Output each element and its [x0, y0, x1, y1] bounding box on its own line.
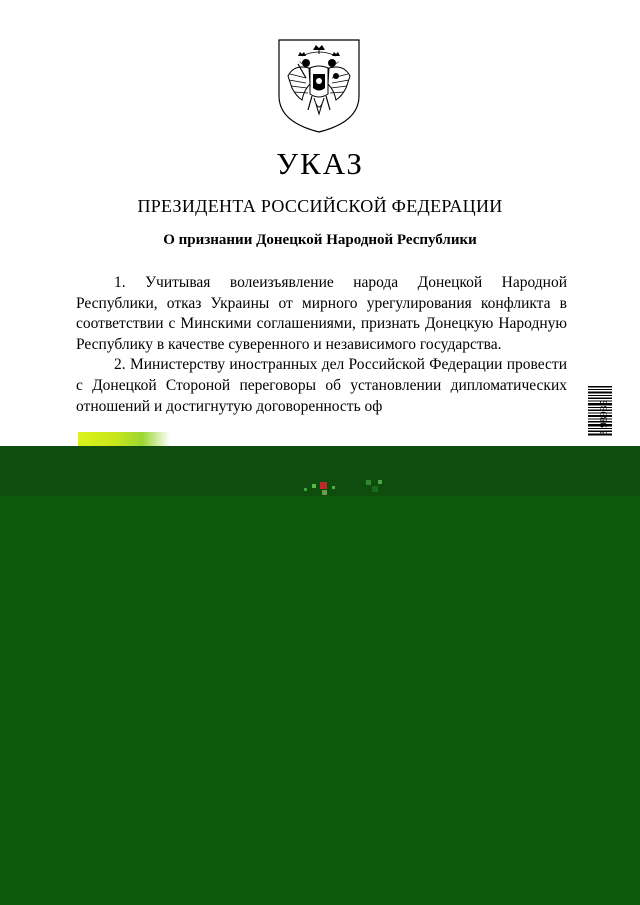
occluded-region [0, 446, 640, 905]
decree-heading: О признании Донецкой Народной Республики [163, 232, 477, 248]
decree-subtitle: ПРЕЗИДЕНТА РОССИЙСКОЙ ФЕДЕРАЦИИ [137, 196, 503, 216]
decree-title: УКАЗ [276, 146, 364, 181]
decree-body [76, 273, 567, 417]
coat-of-arms-icon [276, 38, 362, 134]
barcode-number-text: 3 98985 [598, 400, 610, 436]
paragraph-2: 2. Министерству иностранных дел Российской Федерации провести с Донецкой Стороной переговоры об установлении дипломатических отношений и достигнутую договоренность оф [76, 356, 567, 415]
paragraph-1: 1. Учитывая волеизъявление народа Донецкой Народной Республики, отказ Украины от мирного урегулирования конфликта в соответствии с Минскими соглашениями, признать Донецкую Народную Республику в качестве суверенного и независимого государства. [76, 274, 567, 353]
artifact-dots [300, 476, 390, 500]
